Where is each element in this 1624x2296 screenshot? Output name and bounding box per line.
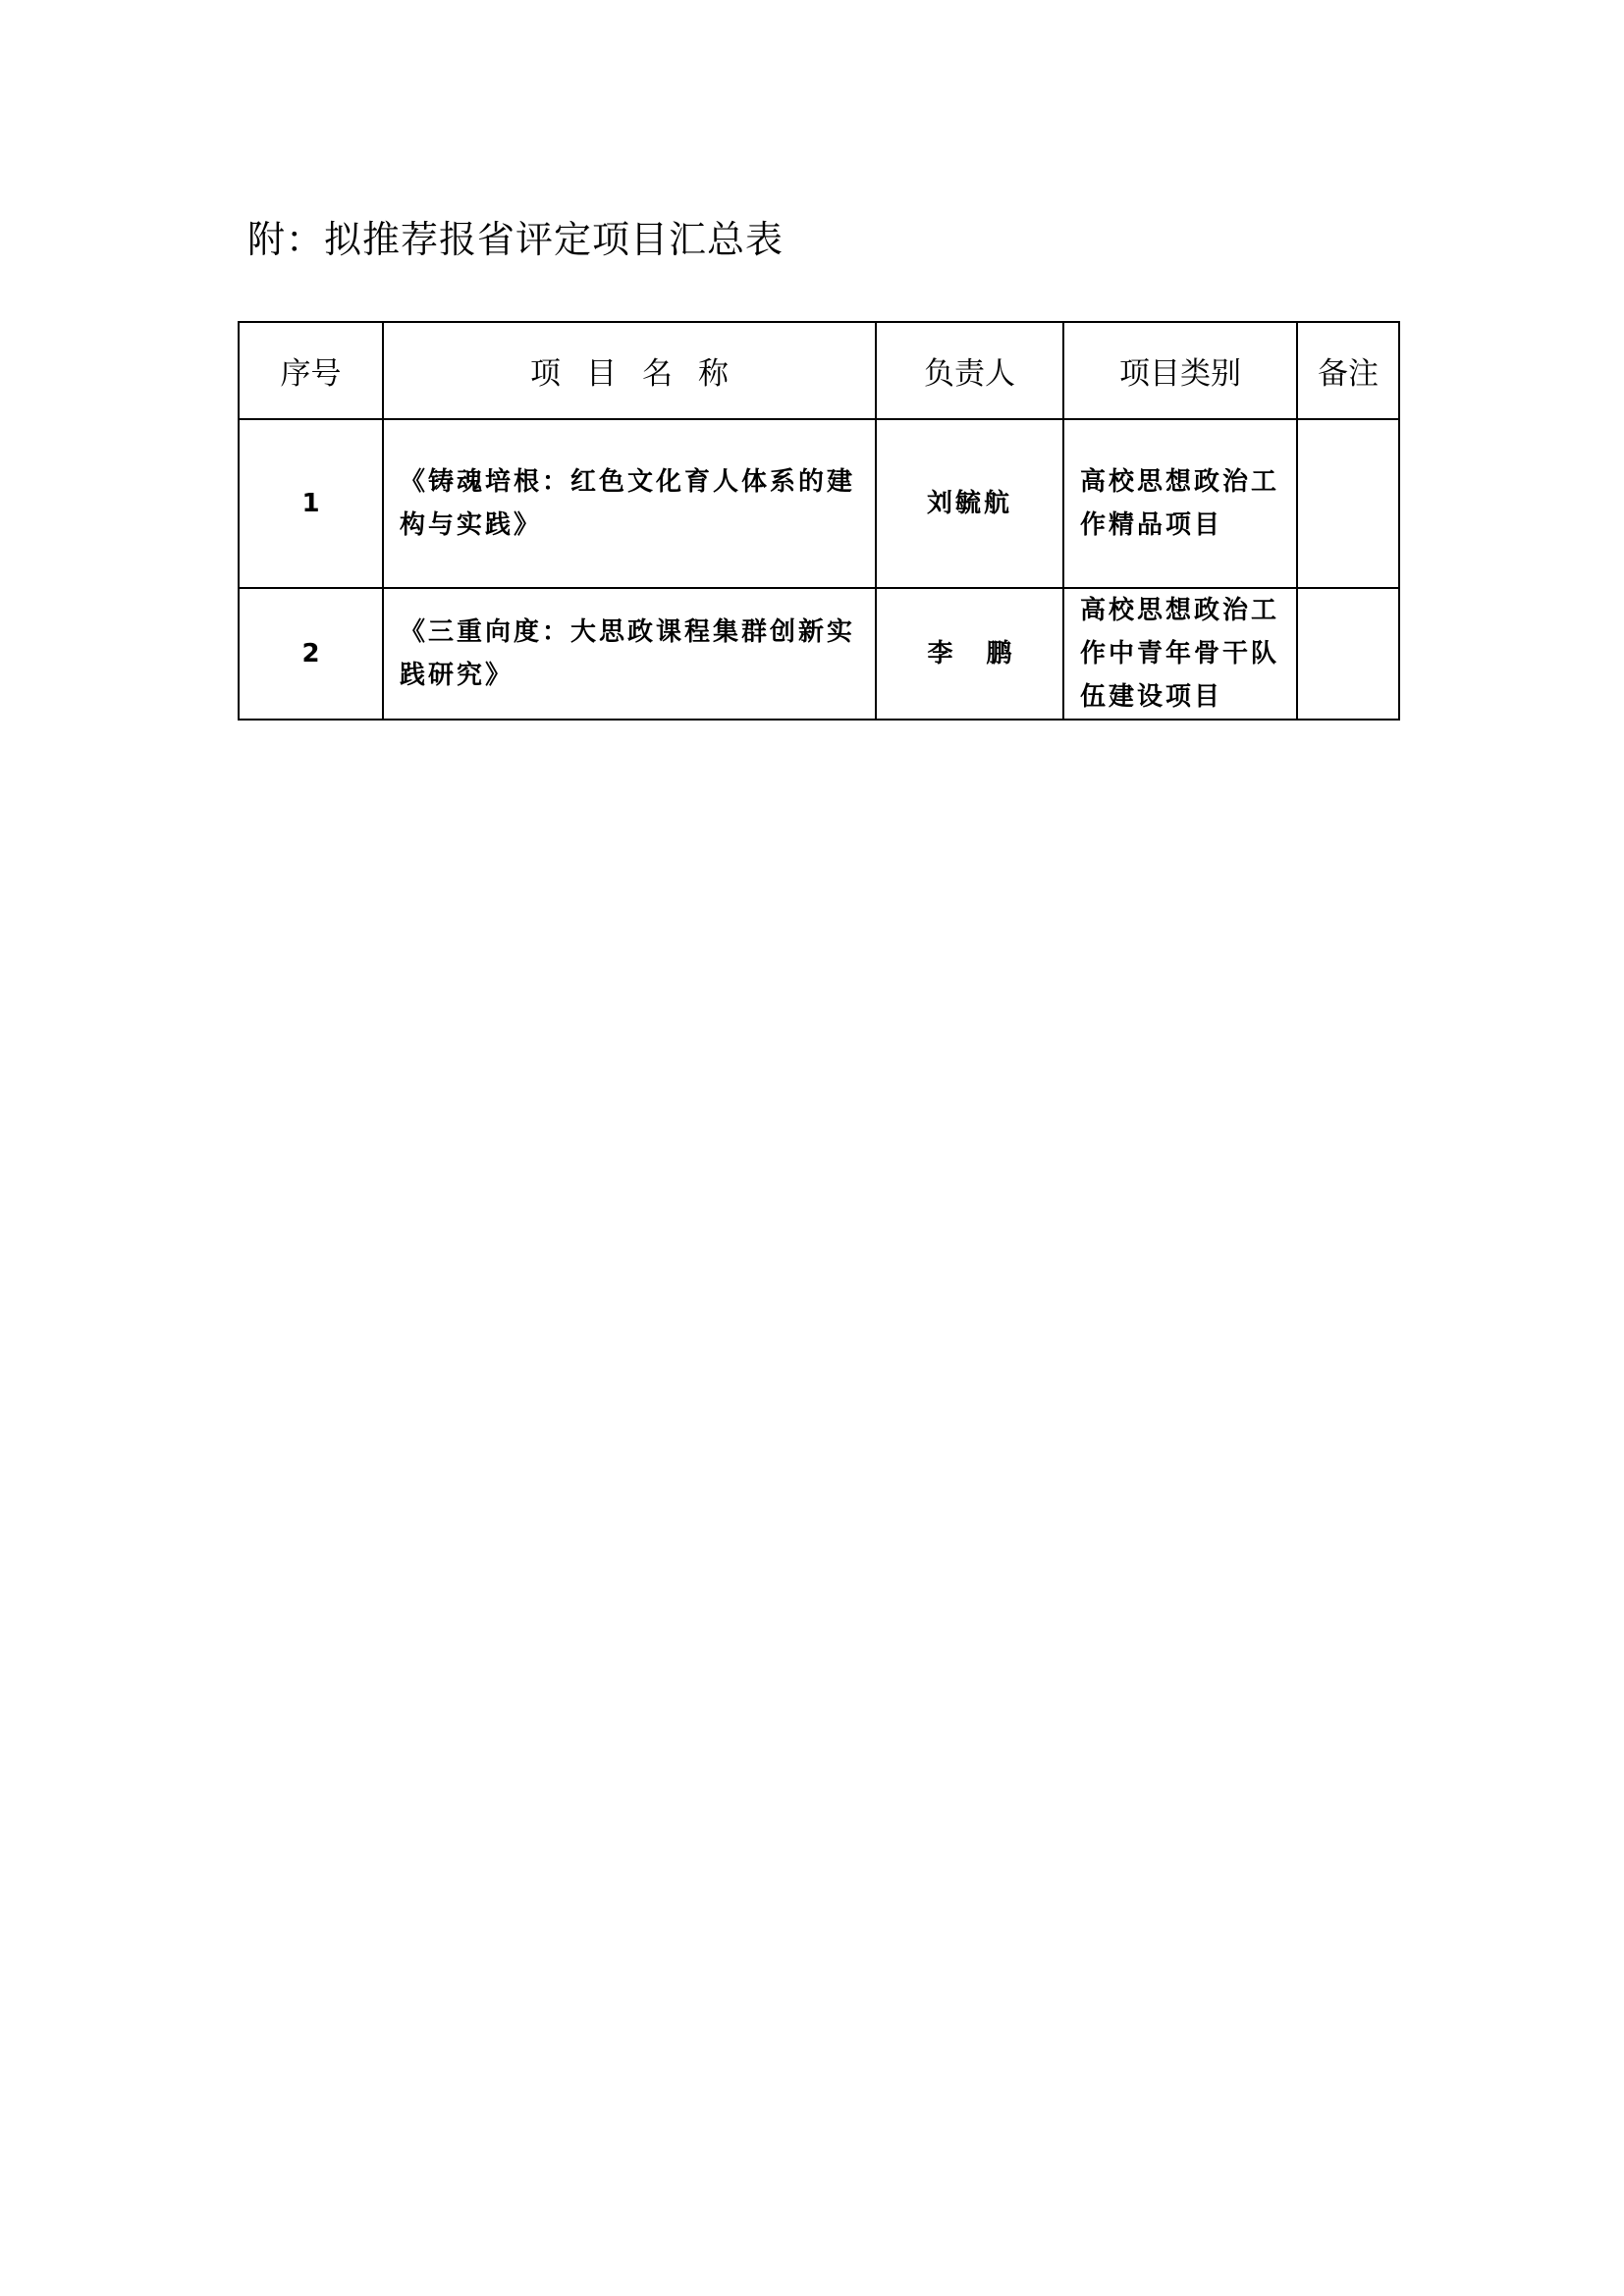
table-row bbox=[239, 419, 1399, 588]
cell-category: 高校思想政治工作中青年骨干队伍建设项目 bbox=[1063, 588, 1297, 720]
cell-note bbox=[1297, 419, 1399, 588]
cell-seq: 2 bbox=[239, 588, 383, 720]
header-owner: 负责人 bbox=[876, 322, 1063, 419]
table-row bbox=[239, 588, 1399, 720]
cell-owner: 刘毓航 bbox=[876, 419, 1063, 588]
project-summary-table bbox=[238, 321, 1400, 721]
cell-seq: 1 bbox=[239, 419, 383, 588]
cell-category: 高校思想政治工作精品项目 bbox=[1063, 419, 1297, 588]
cell-project-name: 《铸魂培根：红色文化育人体系的建构与实践》 bbox=[383, 419, 876, 588]
table-header-row bbox=[239, 322, 1399, 419]
header-note: 备注 bbox=[1297, 322, 1399, 419]
header-category: 项目类别 bbox=[1063, 322, 1297, 419]
page-title: 附：拟推荐报省评定项目汇总表 bbox=[247, 218, 785, 261]
header-name: 项目名称 bbox=[383, 322, 876, 419]
header-seq: 序号 bbox=[239, 322, 383, 419]
cell-note bbox=[1297, 588, 1399, 720]
cell-project-name: 《三重向度：大思政课程集群创新实践研究》 bbox=[383, 588, 876, 720]
cell-owner: 李鹏 bbox=[876, 588, 1063, 720]
